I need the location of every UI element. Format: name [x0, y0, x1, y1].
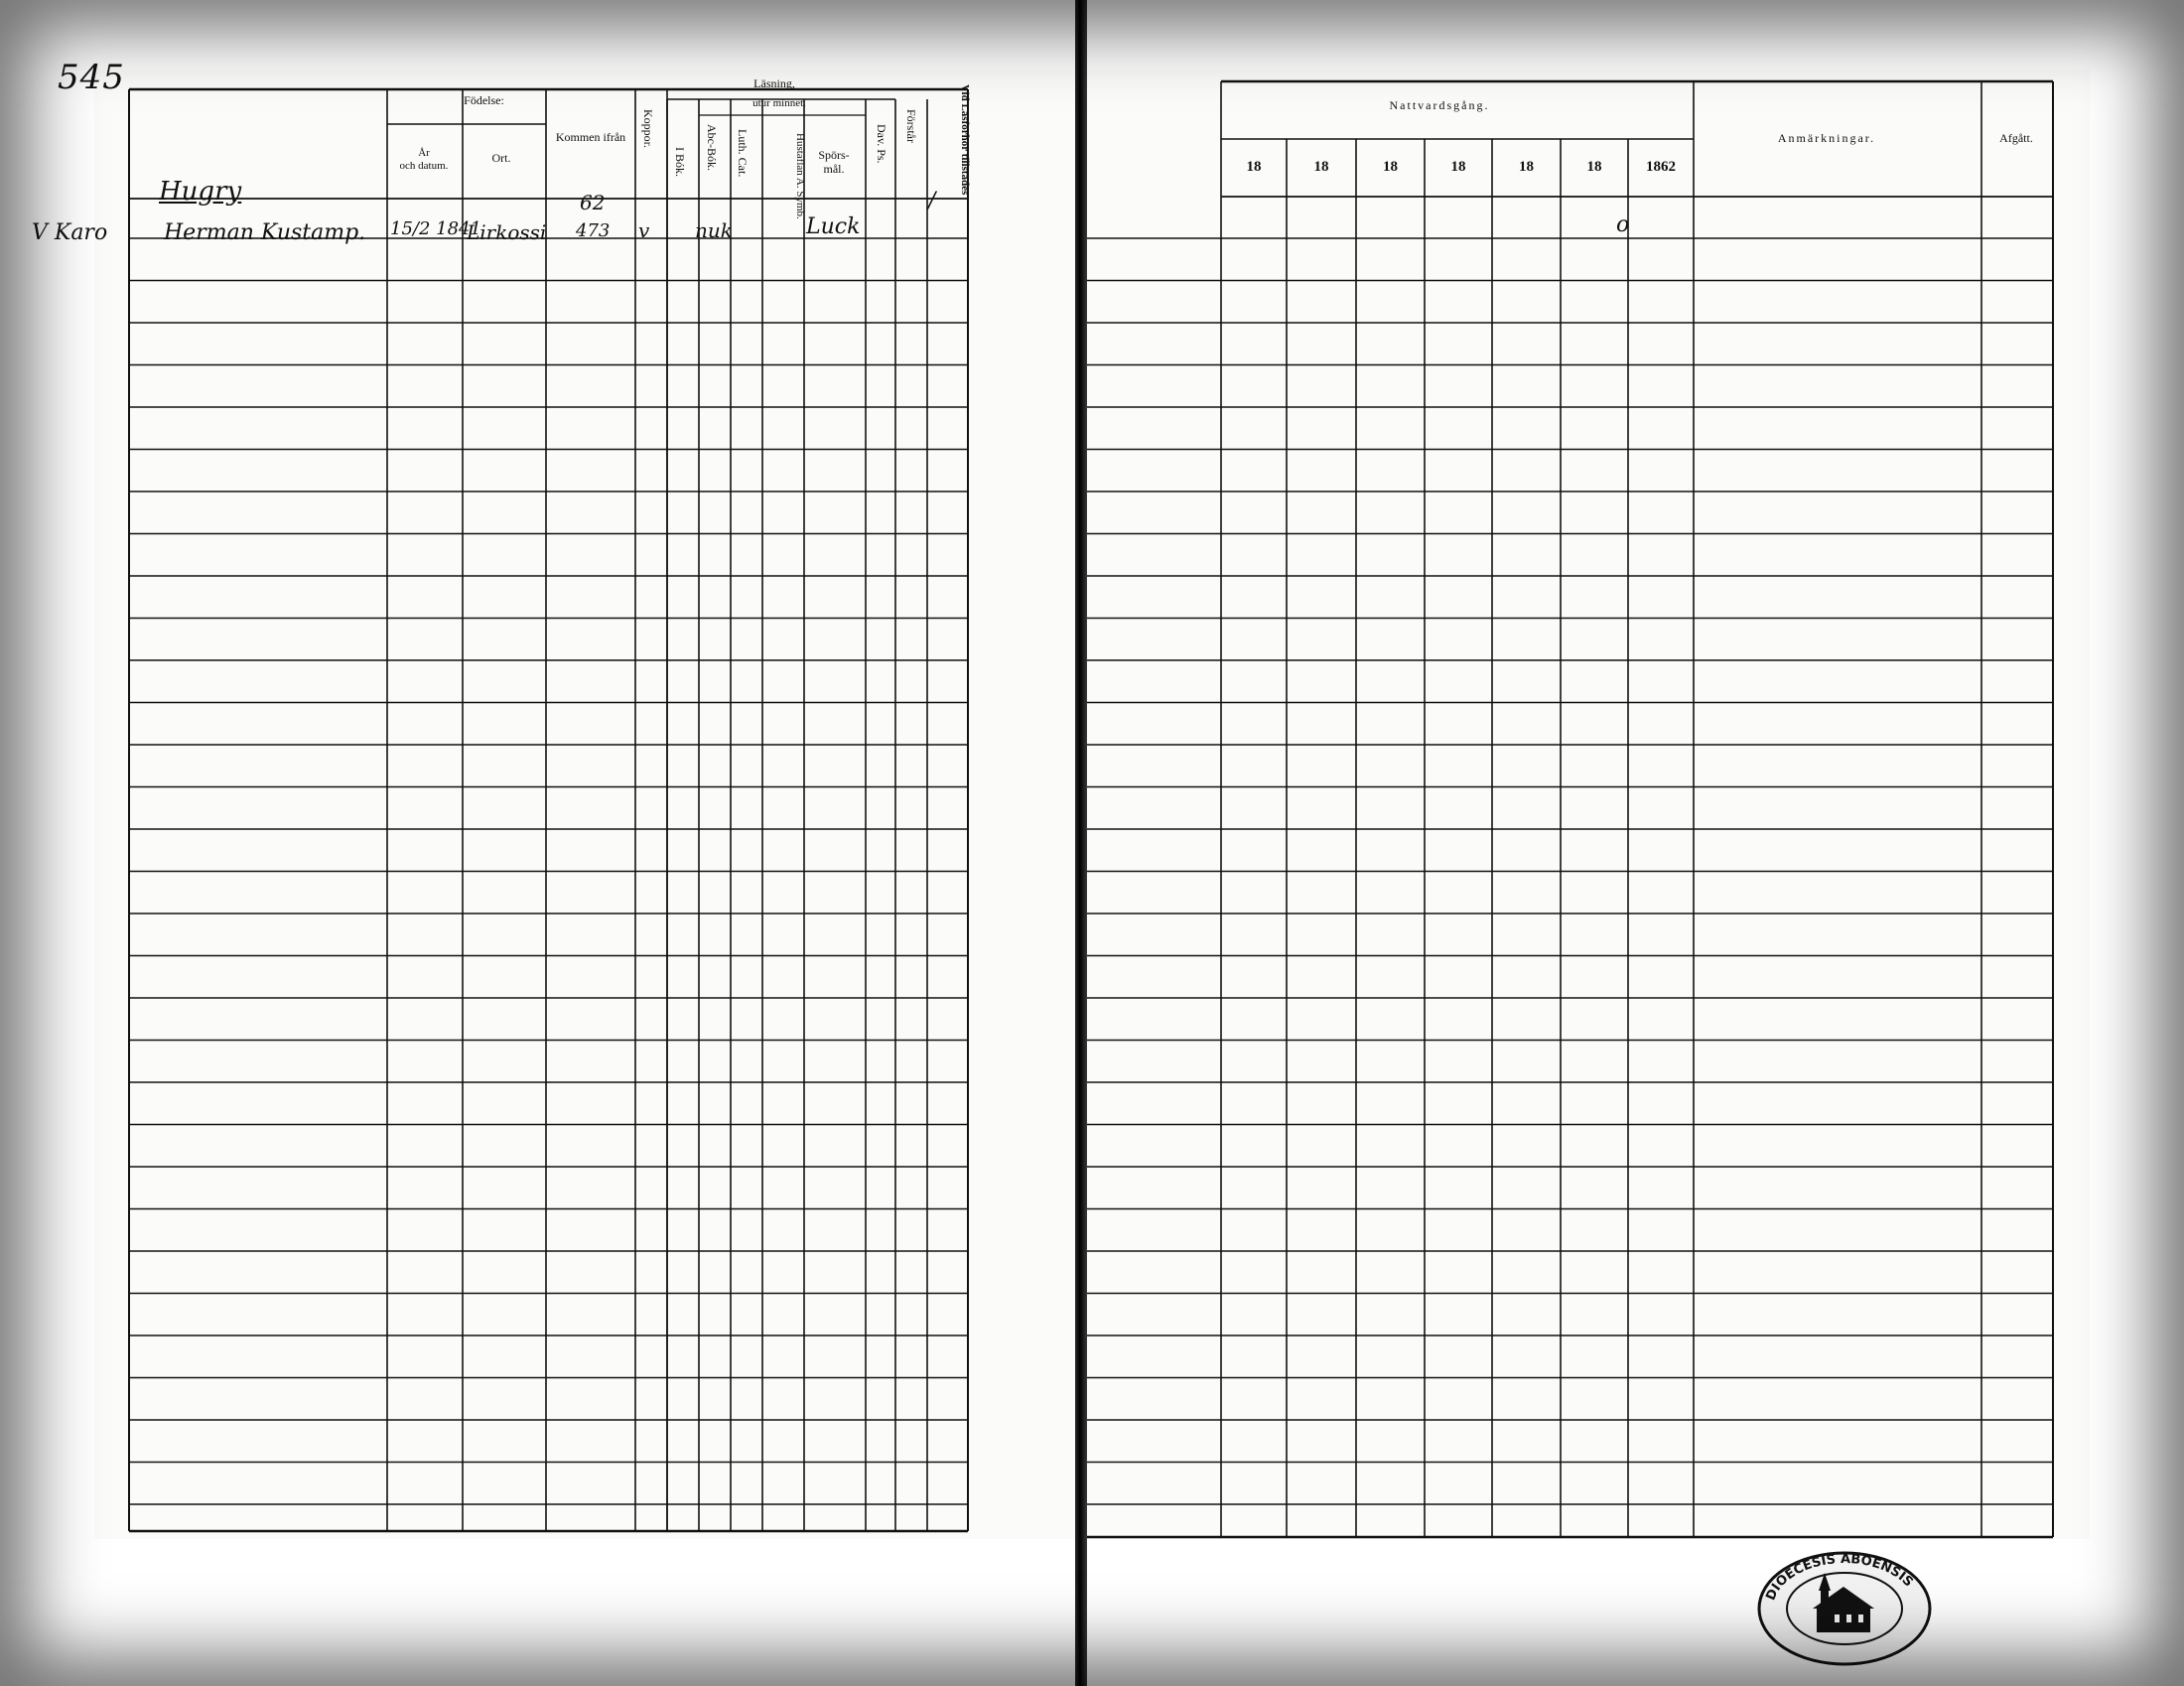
- header-kommen-ifran: Kommen ifrån: [555, 130, 626, 144]
- nattvard-year-1: 18: [1313, 159, 1329, 175]
- row-prefix: V Karo: [32, 220, 108, 245]
- birth-date: 15/2 1841: [390, 218, 481, 239]
- kommen-ref: 473: [576, 220, 611, 241]
- header-koppor: Koppor.: [640, 109, 655, 148]
- nattvard-mark: o: [1616, 212, 1630, 237]
- house-label: Hugry: [159, 177, 242, 207]
- nattvard-year-0: 18: [1246, 159, 1262, 175]
- diocese-seal-stamp: [1755, 1549, 1934, 1668]
- header-luth-cat: Luth. Cat.: [735, 129, 750, 178]
- header-nattvardsgang: Nattvardsgång.: [1389, 98, 1490, 112]
- header-forstar: Förstår: [903, 109, 918, 143]
- tillstades-mark: /: [928, 189, 936, 213]
- header-sporsmal: Spörs- mål.: [818, 148, 850, 176]
- kommen-year: 62: [580, 191, 606, 214]
- nattvard-year-2: 18: [1383, 159, 1398, 175]
- header-ort: Ort.: [491, 151, 511, 165]
- sporsmal-entry: Luck: [806, 214, 861, 239]
- nattvard-year-6: 1862: [1646, 159, 1676, 175]
- header-anmarkningar: Anmärkningar.: [1777, 131, 1876, 145]
- header-ar-och-datum: År och datum.: [399, 147, 449, 172]
- koppor-mark: v: [638, 218, 650, 242]
- header-vid-lasforhor: Vid Läsförhör tillstädes: [959, 84, 971, 196]
- nattvard-year-5: 18: [1586, 159, 1602, 175]
- nattvard-year-4: 18: [1519, 159, 1534, 175]
- svg-text:DIOECESIS ABOENSIS: DIOECESIS ABOENSIS: [1763, 1551, 1916, 1604]
- header-abc-bok: Abc-Bók.: [704, 124, 719, 171]
- header-lasning: Läsning,: [753, 76, 795, 90]
- nattvard-year-3: 18: [1450, 159, 1466, 175]
- header-afgatt: Afgått.: [1999, 131, 2033, 145]
- header-dav-ps: Dav. Ps.: [874, 124, 888, 164]
- page-number: 545: [58, 58, 125, 97]
- header-i-bok: I Bók.: [672, 147, 687, 177]
- abc-bok-entry: nuk: [695, 218, 733, 242]
- header-utur-minnet: utur minnet.: [752, 97, 806, 109]
- header-fodelse: Födelse:: [464, 93, 504, 107]
- birth-place: Lirkossi: [467, 220, 547, 244]
- header-hustafl-symb: Hustaflan A. Symb.: [794, 132, 806, 219]
- person-name: Herman Kustamp.: [164, 220, 366, 245]
